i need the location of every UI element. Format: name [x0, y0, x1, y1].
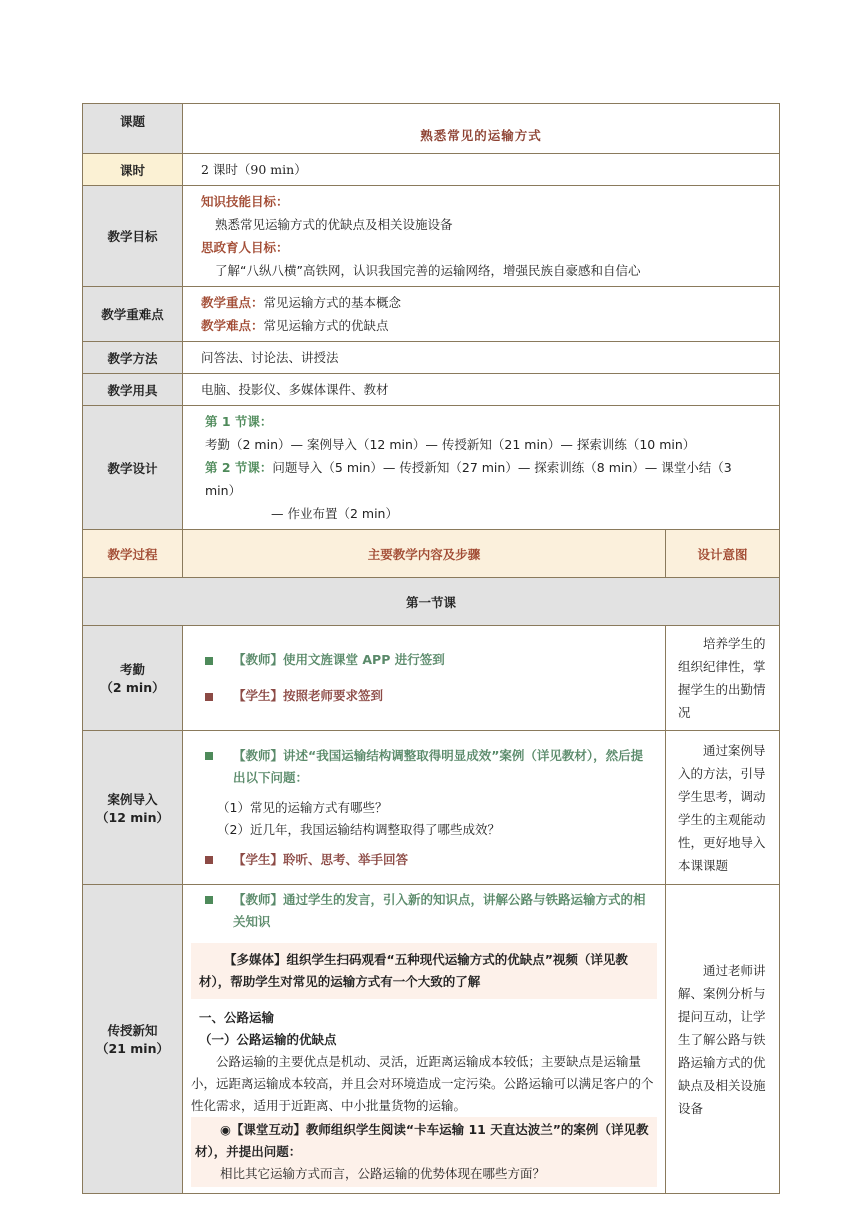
case-row	[83, 731, 780, 885]
new-h1: 一、公路运输	[199, 1010, 275, 1025]
difficult-title: 教学难点：	[201, 318, 264, 333]
key-point-title: 教学重点：	[201, 295, 264, 310]
case-time: （12 min）	[96, 809, 169, 825]
new-knowledge-row	[83, 885, 780, 1194]
design-content	[183, 406, 780, 530]
bullet-square-icon	[205, 896, 213, 904]
tools-row	[83, 374, 780, 406]
attendance-row	[83, 626, 780, 731]
bullet-square-icon	[205, 693, 213, 701]
new-content	[183, 885, 666, 1194]
goal-label: 教学目标	[83, 186, 183, 287]
new-question: 相比其它运输方式而言，公路运输的优势体现在哪些方面？	[220, 1166, 546, 1181]
new-time: （21 min）	[96, 1041, 169, 1056]
difficult-text: 常见运输方式的优缺点	[263, 318, 389, 333]
design-l1-text: 考勤（2 min）— 案例导入（12 min）— 传授新知（21 min）— 探索训练（10 min）	[205, 437, 696, 452]
goal-content	[183, 186, 780, 287]
new-teacher: 【教师】通过学生的发言，引入新的知识点，讲解公路与铁路运输方式的相关知识	[233, 892, 646, 929]
bullet-square-icon	[205, 752, 213, 760]
case-student: 【学生】聆听、思考、举手回答	[233, 851, 409, 867]
key-row	[83, 287, 780, 342]
hours-value: 2 课时（90 min）	[183, 154, 780, 186]
goal-row	[83, 186, 780, 287]
attendance-name: 考勤	[119, 662, 145, 677]
attendance-content	[183, 626, 666, 731]
key-point-text: 常见运输方式的基本概念	[263, 295, 402, 310]
design-l2-text: 问题导入（5 min）— 传授新知（27 min）— 探索训练（8 min）— 课堂小结（3 min）	[205, 460, 732, 498]
tools-label: 教学用具	[83, 374, 183, 406]
design-row	[83, 406, 780, 530]
key-label: 教学重难点	[83, 287, 183, 342]
design-l2-text2: — 作业布置（2 min）	[271, 506, 398, 521]
new-intent: 通过老师讲解、案例分析与提问互动，让学生了解公路与铁路运输方式的优缺点及相关设施设备	[666, 885, 780, 1194]
hours-row	[83, 154, 780, 186]
case-q2: （2）近几年，我国运输结构调整取得了哪些成效？	[217, 821, 500, 837]
hours-label: 课时	[83, 154, 183, 186]
case-step	[83, 731, 183, 885]
new-para: 公路运输的主要优点是机动、灵活，近距离运输成本较低；主要缺点是运输量小，远距离运输成本较高，并且会对环境造成一定污染。公路运输可以满足客户的个性化需求，适用于近距离、中小批量货物的运输。	[191, 1054, 654, 1113]
attendance-step	[83, 626, 183, 731]
method-row	[83, 342, 780, 374]
goal-ideology-text: 了解“八纵八横”高铁网，认识我国完善的运输网络，增强民族自豪感和自信心	[215, 263, 641, 278]
section-title: 第一节课	[83, 578, 780, 626]
attendance-teacher: 【教师】使用文旌课堂 APP 进行签到	[233, 652, 445, 667]
page-title: 熟悉常见的运输方式	[183, 104, 780, 154]
design-l1-title: 第 1 节课：	[205, 414, 273, 429]
tools-value: 电脑、投影仪、多媒体课件、教材	[183, 374, 780, 406]
design-label: 教学设计	[83, 406, 183, 530]
goal-ideology-title: 思政育人目标：	[201, 240, 289, 255]
topic-row	[83, 104, 780, 154]
header-content: 主要教学内容及步骤	[183, 530, 666, 578]
topic-label: 课题	[83, 104, 183, 154]
new-interact: ◉【课堂互动】教师组织学生阅读“卡车运输 11 天直达波兰”的案例（详见教材），并提出问题：	[195, 1122, 649, 1159]
key-content	[183, 287, 780, 342]
goal-knowledge-text: 熟悉常见运输方式的优缺点及相关设施设备	[215, 217, 453, 232]
new-h2: （一）公路运输的优缺点	[199, 1032, 337, 1047]
lesson-plan-table	[82, 103, 780, 1194]
case-intent: 通过案例导入的方法，引导学生思考，调动学生的主观能动性，更好地导入本课课题	[666, 731, 780, 885]
header-intent: 设计意图	[666, 530, 780, 578]
process-header-row	[83, 530, 780, 578]
attendance-student: 【学生】按照老师要求签到	[233, 688, 384, 703]
header-process: 教学过程	[83, 530, 183, 578]
method-label: 教学方法	[83, 342, 183, 374]
goal-knowledge-title: 知识技能目标：	[201, 194, 289, 209]
case-content	[183, 731, 666, 885]
case-q1: （1）常见的运输方式有哪些？	[217, 799, 388, 815]
new-media: 【多媒体】组织学生扫码观看“五种现代运输方式的优缺点”视频（详见教材），帮助学生对常见的运输方式有一个大致的了解	[191, 943, 657, 999]
new-name: 传授新知	[107, 1023, 158, 1038]
case-teacher: 【教师】讲述“我国运输结构调整取得明显成效”案例（详见教材），然后提出以下问题：	[233, 747, 644, 785]
section-row	[83, 578, 780, 626]
attendance-time: （2 min）	[100, 680, 165, 695]
method-value: 问答法、讨论法、讲授法	[183, 342, 780, 374]
new-step	[83, 885, 183, 1194]
attendance-intent: 培养学生的组织纪律性，掌握学生的出勤情况	[666, 626, 780, 731]
case-name: 案例导入	[107, 791, 158, 807]
bullet-square-icon	[205, 657, 213, 665]
design-l2-title: 第 2 节课：	[205, 460, 273, 475]
bullet-square-icon	[205, 856, 213, 864]
